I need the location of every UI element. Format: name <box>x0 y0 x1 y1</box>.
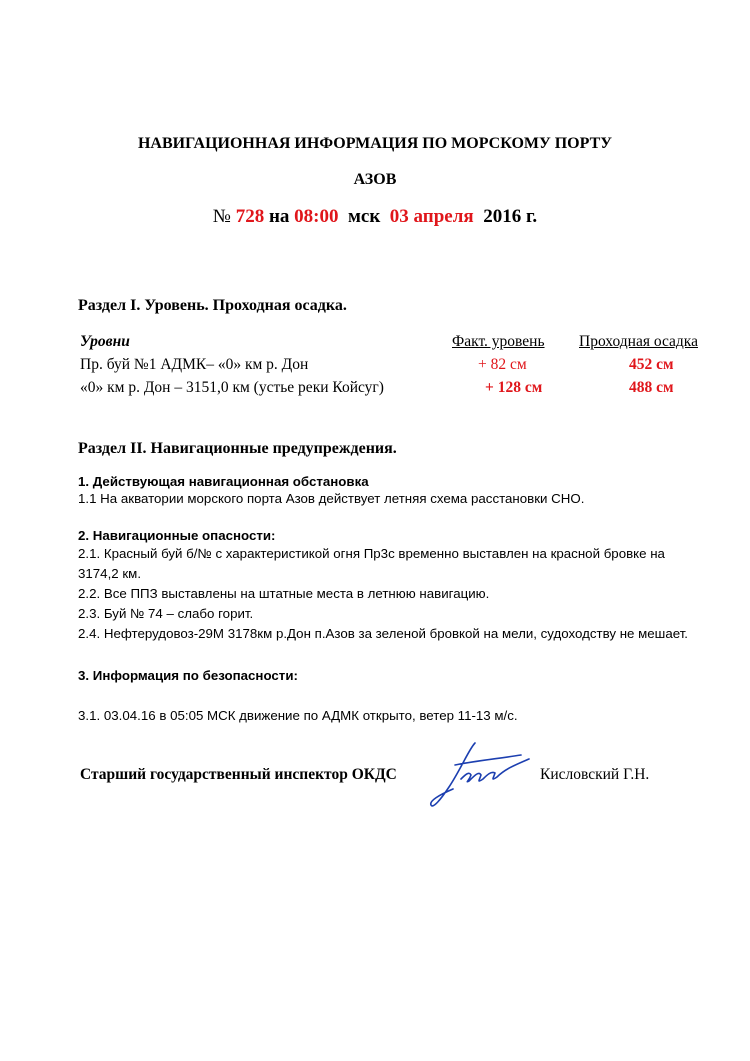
bulletin-number-line <box>0 206 750 228</box>
document-title: НАВИГАЦИОННАЯ ИНФОРМАЦИЯ ПО МОРСКОМУ ПОРТУ <box>137 135 612 152</box>
hazard-item: 2.1. Красный буй б/№ с характеристикой огня Пр3с временно выставлен на красной бровке на <box>78 546 665 561</box>
number-sign: № <box>212 206 231 227</box>
level-row-1-point: Пр. буй №1 АДМК– «0» км р. Дон <box>80 356 309 373</box>
bulletin-date: 03 апреля <box>389 206 474 227</box>
situation-heading: 1. Действующая навигационная обстановка <box>78 474 369 489</box>
col-levels-header: Уровни <box>80 333 130 350</box>
section2-heading: Раздел II. Навигационные предупреждения. <box>78 440 397 457</box>
bulletin-number: 728 <box>235 206 265 227</box>
hazard-item: 2.2. Все ППЗ выставлены на штатные места в летнюю навигацию. <box>78 586 490 601</box>
signer-name: Кисловский Г.Н. <box>540 766 650 783</box>
timezone: мск <box>347 206 381 227</box>
level-row-2-point: «0» км р. Дон – 3151,0 км (устье реки Койсуг) <box>80 379 384 396</box>
level-row-2-draft: 488 см <box>629 379 674 396</box>
level-row-1-actual: + 82 см <box>478 356 527 373</box>
hazards-heading: 2. Навигационные опасности: <box>78 528 276 543</box>
situation-item: 1.1 На акватории морского порта Азов действует летняя схема расстановки СНО. <box>78 491 585 506</box>
at-word: на <box>268 206 290 227</box>
col-draft-header: Проходная осадка <box>579 333 698 350</box>
bulletin-time: 08:00 <box>294 206 339 227</box>
hazard-item: 2.3. Буй № 74 – слабо горит. <box>78 606 254 621</box>
level-row-1-draft: 452 см <box>629 356 674 373</box>
safety-heading: 3. Информация по безопасности: <box>78 668 298 683</box>
hazard-item: 2.4. Нефтерудовоз-29М 3178км р.Дон п.Азов за зеленой бровкой на мели, судоходству не мешает. <box>78 626 689 641</box>
col-actual-header: Факт. уровень <box>452 333 545 350</box>
signer-title: Старший государственный инспектор ОКДС <box>80 766 397 783</box>
section1-heading: Раздел I. Уровень. Проходная осадка. <box>78 297 347 314</box>
level-row-2-actual: + 128 см <box>485 379 543 396</box>
bulletin-year: 2016 г. <box>483 206 538 227</box>
hazard-item: 3174,2 км. <box>78 566 142 581</box>
safety-item: 3.1. 03.04.16 в 05:05 МСК движение по АДМК открыто, ветер 11-13 м/с. <box>78 708 518 723</box>
handwritten-signature <box>425 735 535 815</box>
port-name: АЗОВ <box>353 171 397 188</box>
